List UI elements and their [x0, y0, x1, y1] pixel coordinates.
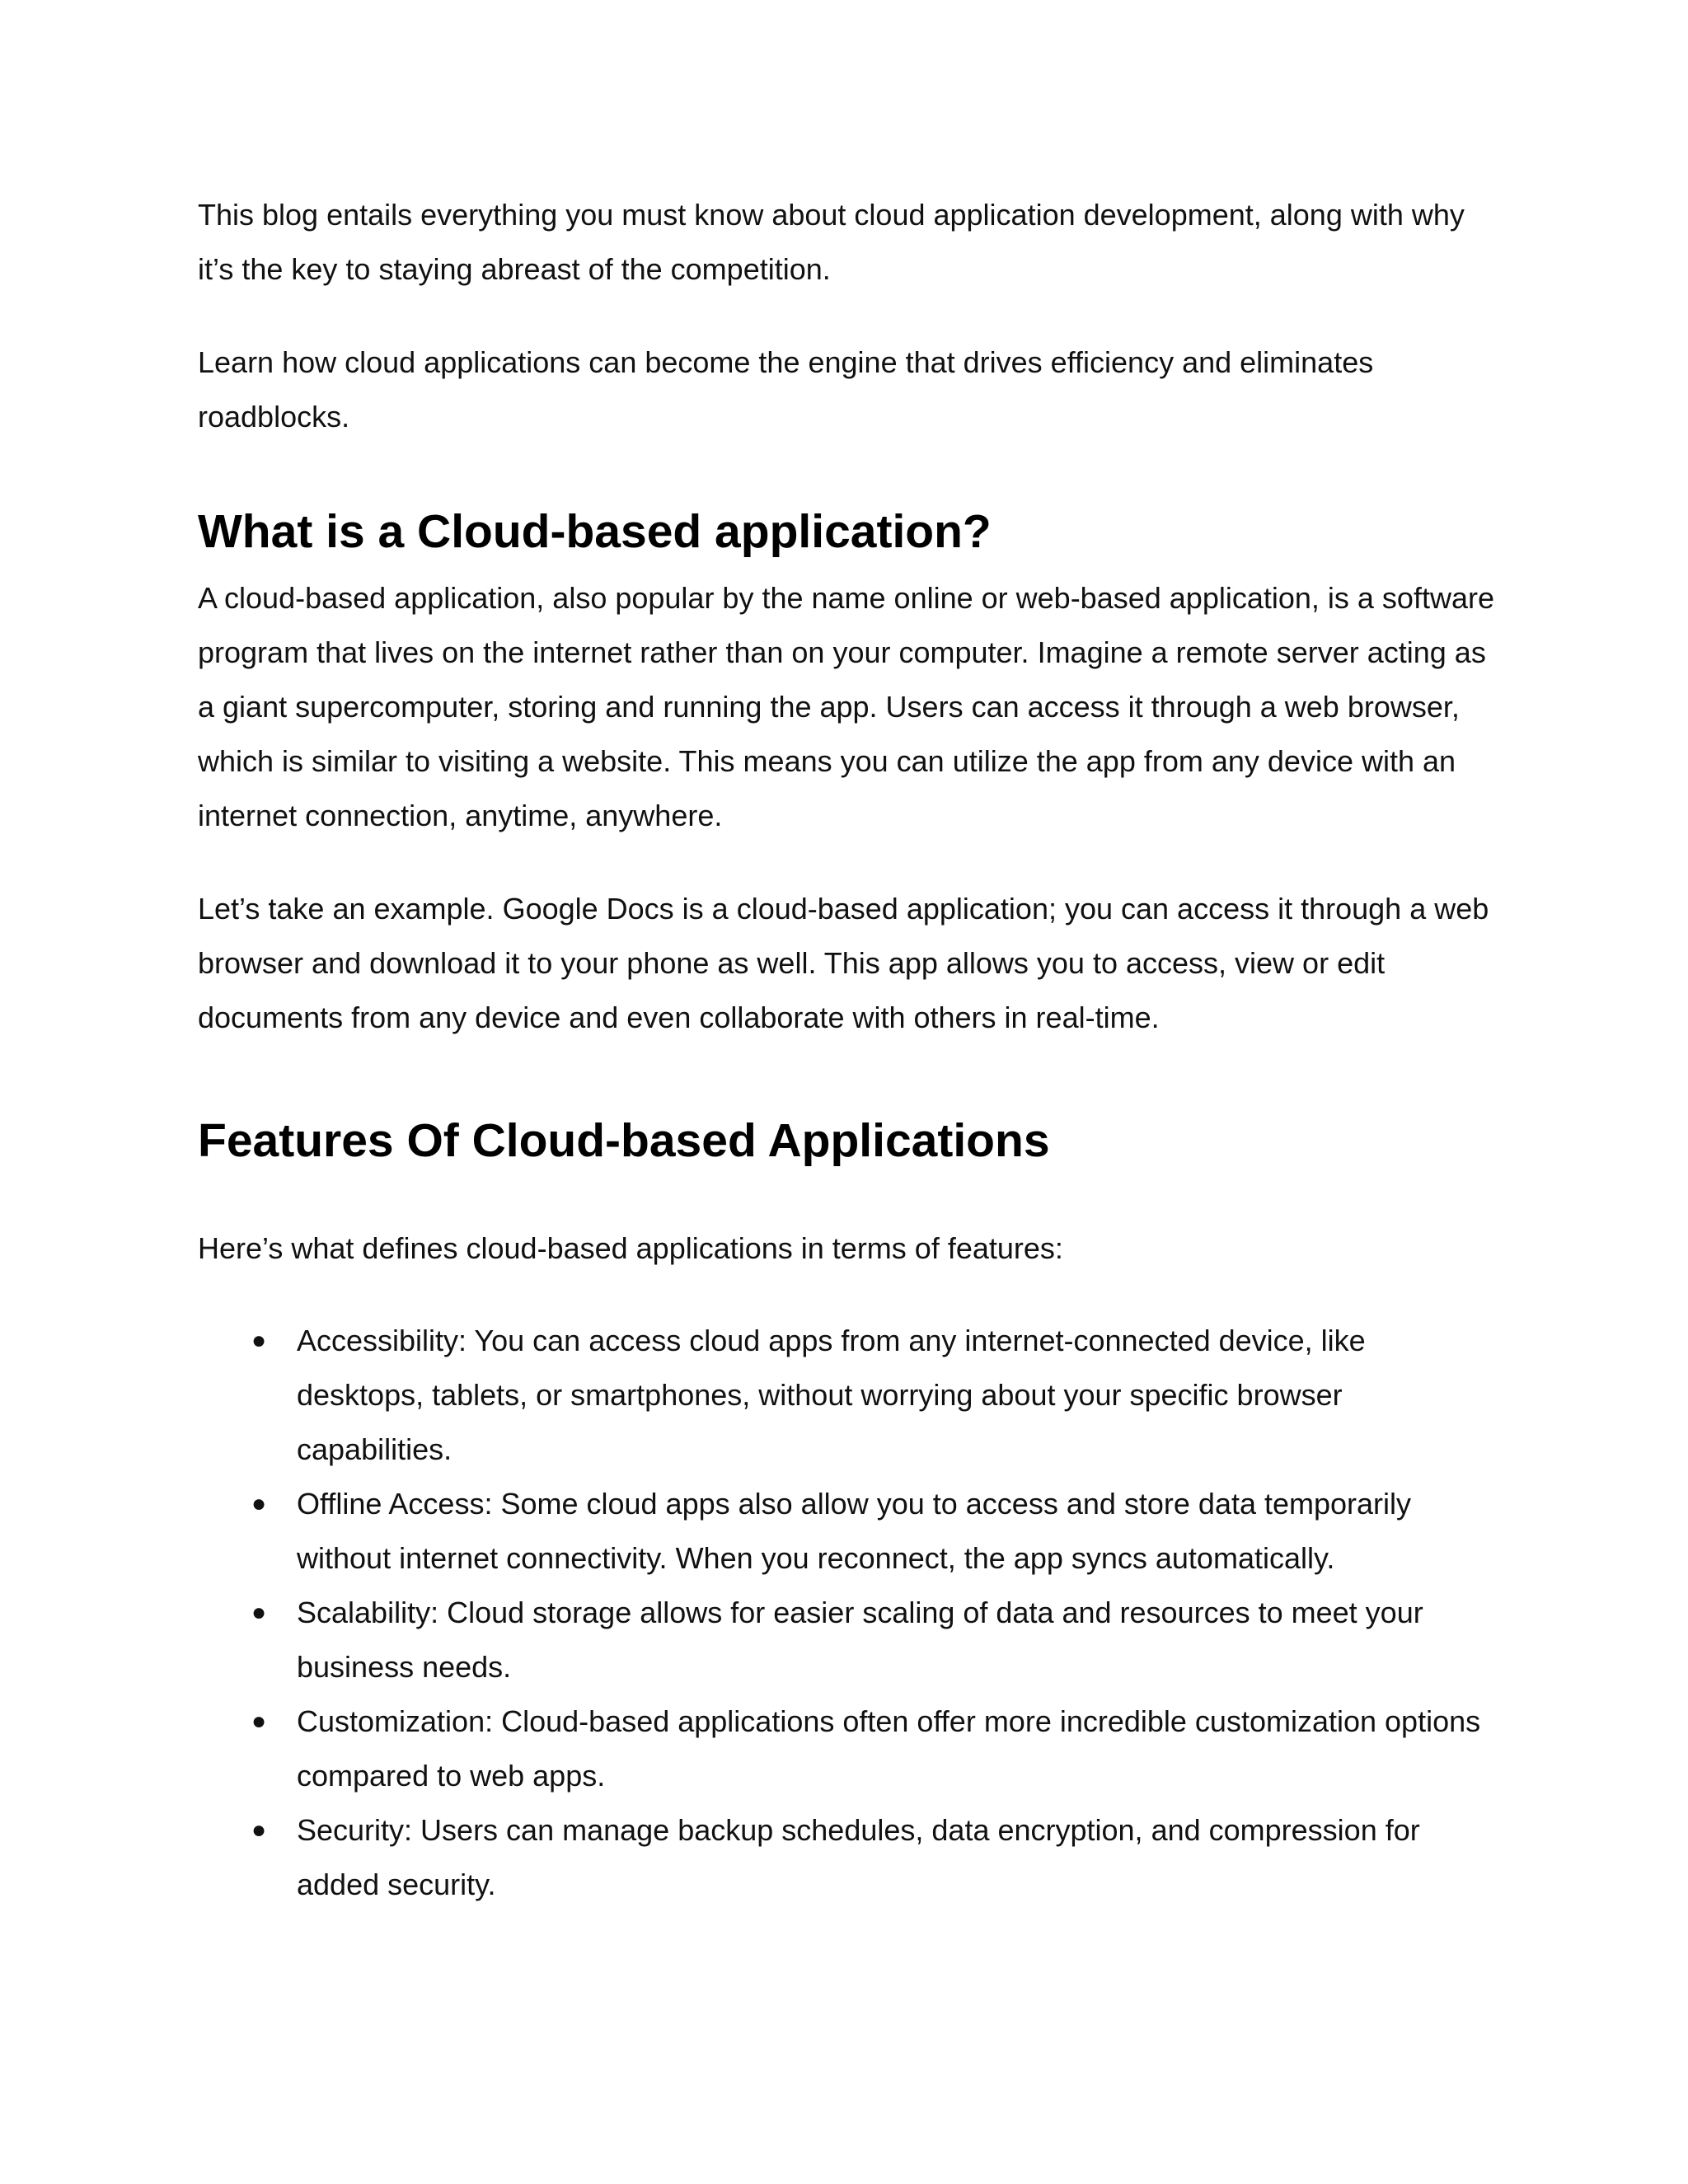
- feature-offline-access: Offline Access: Some cloud apps also allow you to access and store data temporarily without internet connectivity. When you reconnect, the app syncs automatically.: [297, 1487, 1412, 1575]
- list-item: [198, 1586, 1500, 1694]
- bullet-icon: ●: [251, 1490, 267, 1517]
- features-list: [198, 1314, 1500, 1912]
- heading-what-is-cloud-app: What is a Cloud-based application?: [198, 505, 992, 558]
- feature-scalability: Scalability: Cloud storage allows for easier scaling of data and resources to meet your business needs.: [297, 1596, 1423, 1684]
- list-item: [198, 1477, 1500, 1586]
- bullet-icon: ●: [251, 1816, 267, 1844]
- feature-security: Security: Users can manage backup schedules, data encryption, and compression for added security.: [297, 1813, 1420, 1901]
- list-item: [198, 1314, 1500, 1477]
- feature-customization: Customization: Cloud-based applications often offer more incredible customization options compared to web apps.: [297, 1704, 1481, 1793]
- intro-paragraph-1: This blog entails everything you must know about cloud application development, along with why it’s the key to staying abreast of the competition.: [198, 198, 1465, 286]
- list-item: [198, 1803, 1500, 1912]
- document-page: [198, 188, 1500, 1912]
- example-paragraph: Let’s take an example. Google Docs is a cloud-based application; you can access it through a web browser and download it to your phone as well. This app allows you to access, view or edit documents from any device and even collaborate with others in real-time.: [198, 892, 1489, 1034]
- definition-paragraph: A cloud-based application, also popular by the name online or web-based application, is a software program that lives on the internet rather than on your computer. Imagine a remote server acting as a giant supercomputer, storing and running the app. Users can access it through a web browser, which is similar to visiting a website. This means you can utilize the app from any device with an internet connection, anytime, anywhere.: [198, 581, 1494, 832]
- intro-paragraph-2: Learn how cloud applications can become the engine that drives efficiency and eliminates roadblocks.: [198, 345, 1374, 434]
- feature-accessibility: Accessibility: You can access cloud apps from any internet-connected device, like desktops, tablets, or smartphones, without worrying about your specific browser capabilities.: [297, 1324, 1366, 1466]
- list-item: [198, 1694, 1500, 1803]
- bullet-icon: ●: [251, 1708, 267, 1735]
- heading-features: Features Of Cloud-based Applications: [198, 1114, 1050, 1167]
- bullet-icon: ●: [251, 1327, 267, 1354]
- bullet-icon: ●: [251, 1599, 267, 1626]
- features-intro-paragraph: Here’s what defines cloud-based applications in terms of features:: [198, 1231, 1063, 1265]
